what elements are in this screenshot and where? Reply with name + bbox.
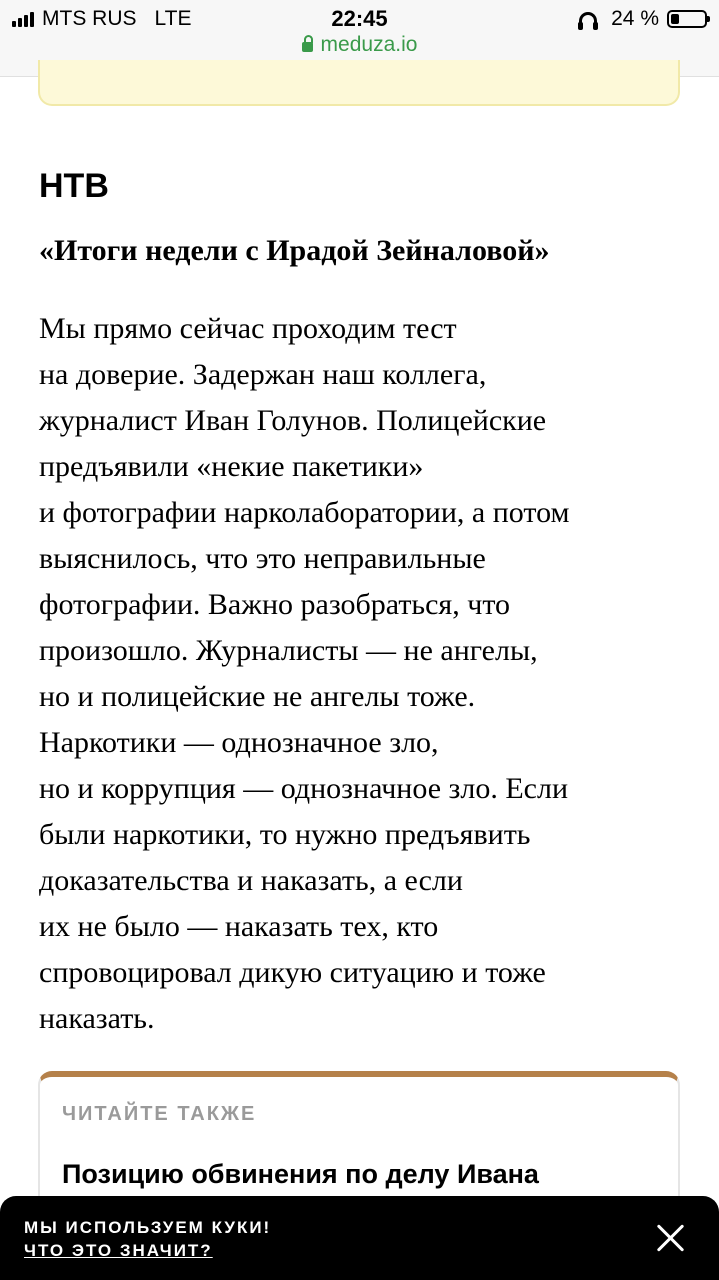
quote-line: Наркотики — однозначное зло,: [39, 726, 439, 759]
highlight-box: [38, 60, 680, 106]
battery-percent: 24 %: [611, 7, 659, 30]
quote-line: но и коррупция — однозначное зло. Если: [39, 772, 569, 805]
cookie-notice: МЫ ИСПОЛЬЗУЕМ КУКИ!: [24, 1218, 272, 1237]
clock: 22:45: [331, 6, 388, 31]
lock-icon: [302, 42, 313, 52]
battery-icon: [667, 10, 707, 28]
quote-line: фотографии. Важно разобраться, что: [39, 588, 511, 621]
battery-fill: [671, 14, 679, 24]
quote-line: произошло. Журналисты — не ангелы,: [39, 634, 538, 667]
quote-line: журналист Иван Голунов. Полицейские: [39, 404, 547, 437]
program-title: «Итоги недели с Ирадой Зейналовой»: [39, 234, 550, 267]
quote-line: Мы прямо сейчас проходим тест: [39, 312, 457, 345]
quote-line: на доверие. Задержан наш коллега,: [39, 358, 487, 391]
quote-line: но и полицейские не ангелы тоже.: [39, 680, 476, 713]
quote-line: их не было — наказать тех, кто: [39, 910, 439, 943]
address-bar[interactable]: [0, 33, 719, 57]
close-icon[interactable]: [653, 1220, 689, 1256]
network-type: LTE: [154, 7, 192, 30]
quote-line: и фотографии нарколаборатории, а потом: [39, 496, 570, 529]
quote-line: предъявили «некие пакетики»: [39, 450, 424, 483]
carrier-name: MTS RUS: [42, 7, 137, 30]
read-also-label: ЧИТАЙТЕ ТАКЖЕ: [62, 1103, 257, 1125]
quote-line: доказательства и наказать, а если: [39, 864, 463, 897]
quote-line: наказать.: [39, 1002, 155, 1035]
cookie-message: [24, 1216, 271, 1262]
quote-line: были наркотики, то нужно предъявить: [39, 818, 531, 851]
channel-heading: НТВ: [39, 167, 109, 205]
quote-line: выяснилось, что это неправильные: [39, 542, 486, 575]
quote-text: [39, 306, 699, 1042]
cookie-banner: [0, 1196, 719, 1280]
headphones-icon: [579, 12, 597, 26]
cookie-info-link[interactable]: ЧТО ЭТО ЗНАЧИТ?: [24, 1241, 213, 1260]
url-text: meduza.io: [320, 33, 418, 56]
quote-line: спровоцировал дикую ситуацию и тоже: [39, 956, 546, 989]
status-right: [579, 7, 707, 31]
read-also-title[interactable]: Позицию обвинения по делу Ивана: [62, 1159, 539, 1189]
